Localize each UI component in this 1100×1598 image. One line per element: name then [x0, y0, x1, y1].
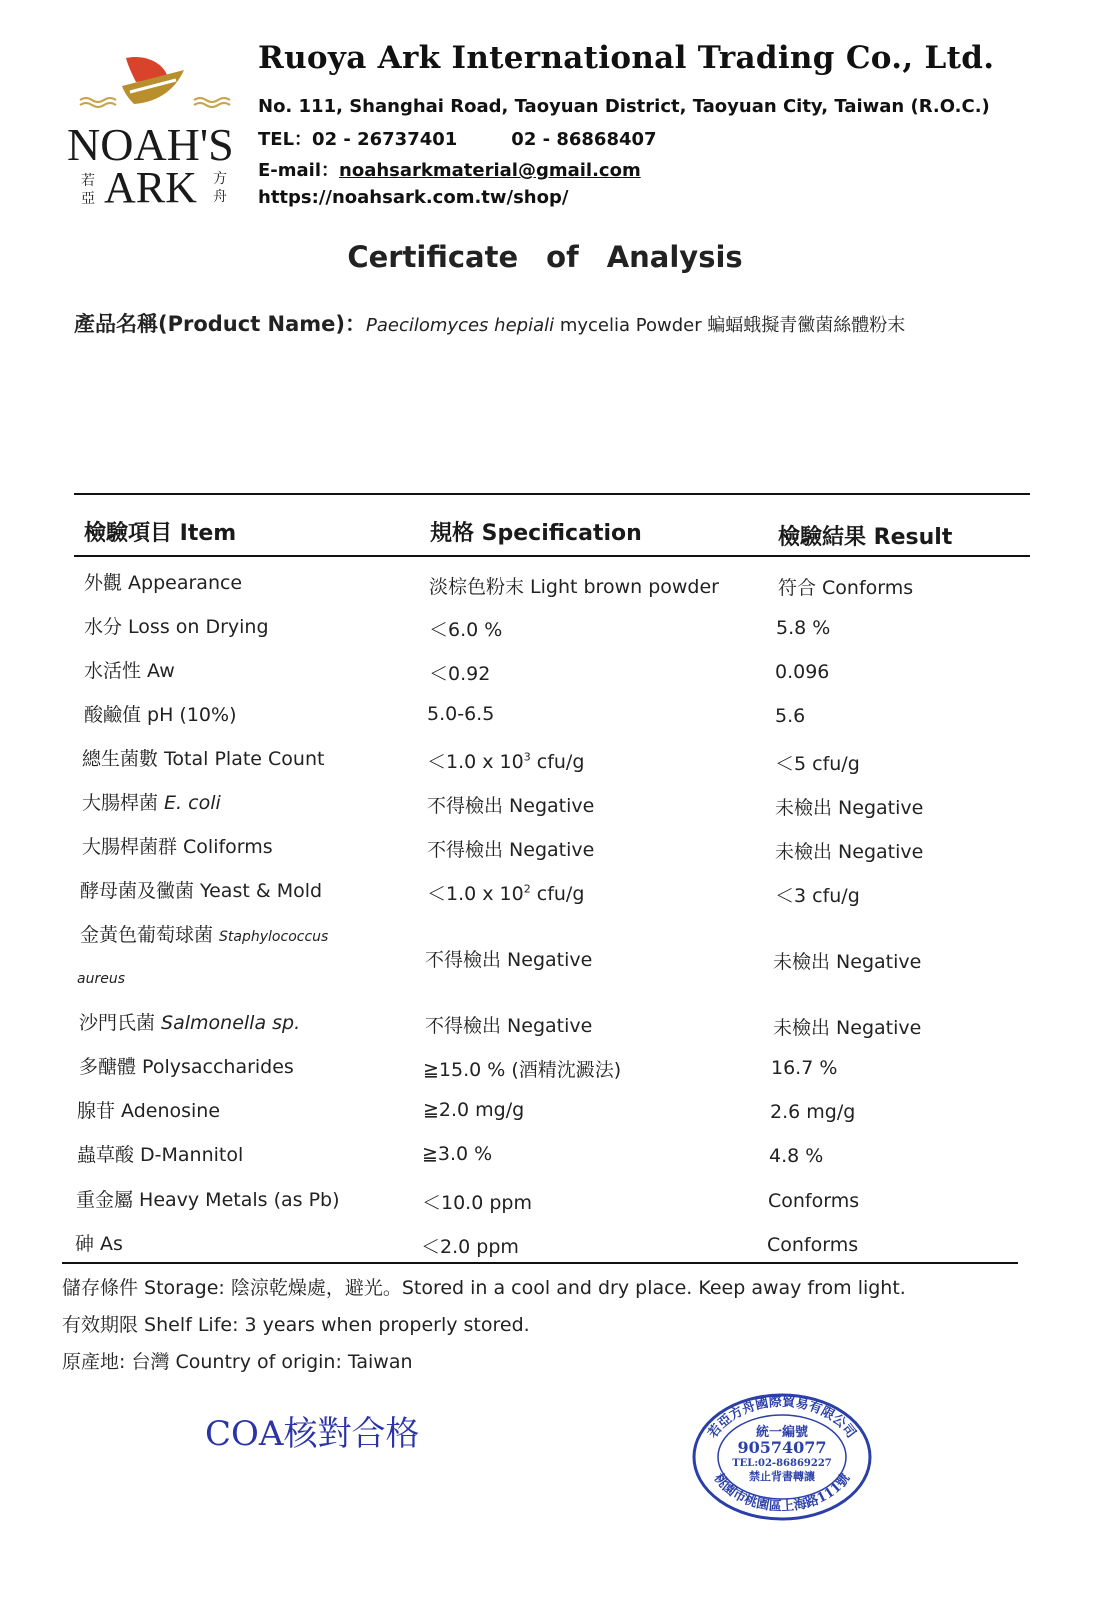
- row-6-result: 未檢出 Negative: [775, 797, 924, 819]
- row-6-item: [82, 788, 221, 815]
- row-2-spec: ＜6.0 %: [429, 619, 503, 641]
- row-1-result: 符合 Conforms: [778, 577, 914, 599]
- seal-line4: 禁止背書轉讓: [749, 1470, 815, 1483]
- row-13-item: 蟲草酸 D-Mannitol: [77, 1144, 244, 1166]
- row-9-item-line2: [77, 966, 125, 988]
- company-email-line: [258, 156, 641, 182]
- email-link[interactable]: noahsarkmaterial@gmail.com: [339, 160, 641, 181]
- row-6-spec: 不得檢出 Negative: [427, 795, 595, 817]
- seal-bottom-text: 桃園市桃園區上海路111號: [710, 1471, 854, 1515]
- row-8-spec-main: ＜1.0 x 10: [427, 883, 524, 905]
- header-item: 檢驗項目 Item: [84, 521, 237, 546]
- row-7-item: 大腸桿菌群 Coliforms: [82, 836, 273, 858]
- company-address: No. 111, Shanghai Road, Taoyuan District, Taoyuan City, Taiwan (R.O.C.): [258, 96, 990, 117]
- seal-outer-text: 若亞方舟國際貿易有限公司: [705, 1394, 859, 1442]
- logo-name-line2: ARK: [104, 163, 197, 212]
- table-bottom-rule: [62, 1262, 1018, 1264]
- document-title: [0, 240, 1090, 274]
- row-7-result: 未檢出 Negative: [775, 841, 924, 863]
- row-15-spec: ＜2.0 ppm: [421, 1236, 519, 1258]
- header-result: 檢驗結果 Result: [778, 525, 953, 550]
- row-10-item-latin: Salmonella sp.: [161, 1012, 301, 1034]
- row-1-spec: 淡棕色粉末 Light brown powder: [429, 576, 719, 598]
- logo-cjk-left: 若亞: [81, 173, 95, 207]
- logo-wave-left-2: [80, 103, 116, 107]
- shelf-life-note: 有效期限 Shelf Life: 3 years when properly stored.: [62, 1314, 530, 1336]
- tel-label: TEL：: [258, 129, 313, 150]
- product-name-label: 產品名稱(Product Name)：: [74, 312, 367, 336]
- row-14-result: Conforms: [768, 1190, 860, 1212]
- row-13-spec: ≧3.0 %: [422, 1143, 493, 1165]
- storage-note: 儲存條件 Storage: 陰涼乾燥處，避光。Stored in a cool and dry place. Keep away from light.: [62, 1277, 906, 1299]
- row-13-result: 4.8 %: [769, 1145, 824, 1167]
- row-3-item: 水活性 Aw: [84, 660, 175, 682]
- seal-tel: TEL:02-86869227: [732, 1458, 832, 1469]
- logo-name-line1: NOAH'S: [67, 119, 234, 170]
- title-word-3: Analysis: [606, 240, 743, 274]
- product-name-line: [74, 308, 905, 338]
- row-5-spec: [427, 747, 584, 774]
- row-10-spec: 不得檢出 Negative: [425, 1015, 593, 1037]
- row-6-item-cjk: 大腸桿菌: [82, 792, 165, 814]
- row-4-spec: 5.0-6.5: [427, 703, 495, 725]
- logo-wave-right-2: [194, 103, 230, 107]
- row-5-spec-main: ＜1.0 x 10: [427, 751, 524, 773]
- row-9-item-line2-text: aureus: [77, 971, 125, 987]
- row-10-result: 未檢出 Negative: [773, 1017, 922, 1039]
- row-11-item: 多醣體 Polysaccharides: [79, 1056, 294, 1078]
- row-10-item-cjk: 沙門氏菌: [79, 1012, 162, 1034]
- row-3-spec: ＜0.92: [429, 663, 491, 685]
- approval-stamp: COA核對合格: [205, 1414, 420, 1454]
- row-14-item: 重金屬 Heavy Metals (as Pb): [76, 1189, 340, 1211]
- row-10-item: [79, 1008, 300, 1035]
- table-header-rule: [74, 555, 1030, 557]
- row-8-result: ＜3 cfu/g: [775, 885, 860, 907]
- logo-wave-right: [194, 98, 230, 102]
- product-name-italic: Paecilomyces hepiali: [366, 315, 555, 336]
- row-5-spec-exp: 3: [523, 750, 531, 764]
- row-8-item: 酵母菌及黴菌 Yeast & Mold: [80, 880, 323, 902]
- row-2-item: 水分 Loss on Drying: [84, 616, 269, 638]
- row-5-result: ＜5 cfu/g: [775, 753, 860, 775]
- logo-cjk-right: 方舟: [213, 171, 227, 205]
- row-4-result: 5.6: [775, 705, 806, 727]
- row-4-item: 酸鹼值 pH (10%): [84, 704, 237, 726]
- row-12-item: 腺苷 Adenosine: [77, 1100, 221, 1122]
- header-spec: 規格 Specification: [430, 521, 642, 546]
- row-12-result: 2.6 mg/g: [770, 1101, 856, 1123]
- row-9-item: [80, 920, 328, 947]
- row-15-item: 砷 As: [75, 1233, 123, 1255]
- seal-line1: 統一編號: [755, 1425, 809, 1440]
- row-3-result: 0.096: [775, 661, 830, 683]
- email-label: E-mail：: [258, 160, 340, 181]
- company-phone-line: [258, 125, 657, 151]
- product-name-rest: mycelia Powder 蝙蝠蛾擬青黴菌絲體粉末: [554, 315, 906, 336]
- company-seal: [690, 1392, 874, 1522]
- title-word-2: of: [546, 240, 579, 274]
- row-5-item: 總生菌數 Total Plate Count: [82, 748, 325, 770]
- row-8-spec-exp: 2: [523, 882, 531, 896]
- row-8-spec-unit: cfu/g: [530, 883, 585, 905]
- company-name: Ruoya Ark International Trading Co., Ltd.: [258, 40, 995, 76]
- row-9-item-cjk: 金黃色葡萄球菌: [80, 924, 220, 946]
- company-website[interactable]: https://noahsark.com.tw/shop/: [258, 187, 569, 208]
- logo-wave-left: [80, 98, 116, 102]
- row-7-spec: 不得檢出 Negative: [427, 839, 595, 861]
- row-8-spec: [427, 879, 584, 906]
- row-5-spec-unit: cfu/g: [530, 751, 585, 773]
- row-6-item-latin: E. coli: [164, 792, 221, 814]
- seal-number: 90574077: [737, 1438, 827, 1457]
- tel-1: 02 - 26737401: [312, 129, 458, 150]
- row-1-item: 外觀 Appearance: [84, 572, 243, 594]
- row-14-spec: ＜10.0 ppm: [422, 1192, 532, 1214]
- row-11-result: 16.7 %: [771, 1057, 838, 1079]
- title-word-1: Certificate: [347, 240, 519, 274]
- origin-note: 原產地: 台灣 Country of origin: Taiwan: [62, 1351, 413, 1373]
- row-9-result: 未檢出 Negative: [773, 951, 922, 973]
- row-2-result: 5.8 %: [776, 617, 831, 639]
- row-9-spec: 不得檢出 Negative: [425, 949, 593, 971]
- row-9-item-latin: Staphylococcus: [219, 929, 329, 945]
- tel-2: 02 - 86868407: [511, 129, 657, 150]
- table-top-rule: [74, 493, 1030, 495]
- row-12-spec: ≧2.0 mg/g: [423, 1099, 525, 1121]
- row-11-spec: ≧15.0 % (酒精沈澱法): [423, 1059, 622, 1081]
- row-15-result: Conforms: [767, 1234, 859, 1256]
